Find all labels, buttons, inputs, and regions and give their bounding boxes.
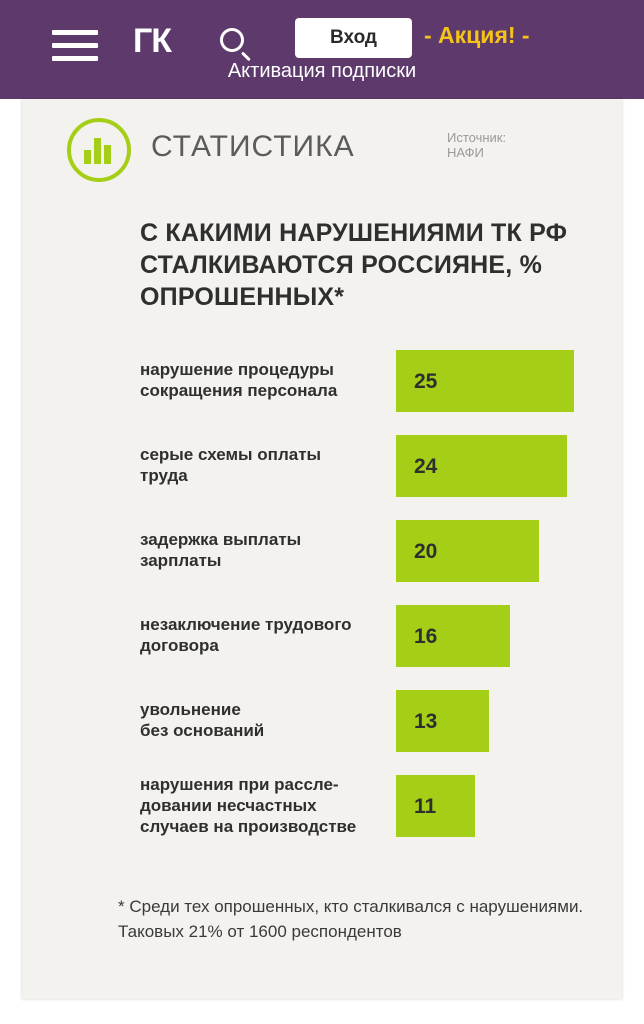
card-header — [67, 118, 587, 188]
bar-chart-icon-bar — [84, 150, 91, 164]
chart-rows — [22, 344, 622, 854]
chart-row — [22, 514, 622, 599]
hamburger-menu-icon[interactable] — [52, 30, 98, 62]
promo-link[interactable]: - Акция! - — [424, 22, 530, 48]
search-icon-lens — [220, 28, 244, 52]
chart-bar-value: 11 — [414, 795, 437, 818]
chart-row-label — [140, 359, 402, 401]
top-header-bar — [0, 0, 644, 99]
chart-row — [22, 769, 622, 854]
chart-bar-value: 24 — [414, 455, 438, 478]
chart-row-label-line: серые схемы оплаты — [140, 445, 322, 464]
bar-chart-icon-bar — [94, 138, 101, 164]
chart-bar — [396, 435, 567, 497]
chart-row-label — [140, 529, 402, 571]
chart-row-label-line: нарушения при рассле- — [140, 775, 339, 794]
chart-row — [22, 599, 622, 684]
chart-row-label — [140, 614, 402, 656]
login-button[interactable]: Вход — [295, 18, 412, 58]
chart-row-label-line: зарплаты — [140, 551, 222, 570]
chart-bar-value: 20 — [414, 540, 438, 563]
chart-row-label-line: незаключение трудового — [140, 615, 352, 634]
chart-bar — [396, 605, 510, 667]
chart-bar — [396, 350, 574, 412]
site-logo[interactable]: ГК — [133, 22, 172, 60]
chart-row-label-line: увольнение — [140, 700, 241, 719]
subscription-activation-link[interactable]: Активация подписки — [227, 60, 417, 82]
chart-row-label-line: труда — [140, 466, 188, 485]
chart-row-label — [140, 699, 402, 741]
search-icon[interactable] — [218, 26, 256, 64]
chart-bar-value: 13 — [414, 710, 438, 733]
chart-bar — [396, 690, 489, 752]
bar-chart-icon-bars — [84, 138, 116, 164]
chart-row-label-line: договора — [140, 636, 219, 655]
chart-bar-value: 25 — [414, 370, 438, 393]
chart-bar — [396, 520, 539, 582]
section-title: СТАТИСТИКА — [151, 130, 355, 163]
source-value: НАФИ — [447, 145, 484, 160]
chart-footnote: * Среди тех опрошенных, кто сталкивался с нарушениями. Таковых 21% от 1600 респондентов — [118, 897, 584, 941]
chart-bar — [396, 775, 475, 837]
hamburger-line — [52, 30, 98, 35]
chart-title: С КАКИМИ НАРУШЕНИЯМИ ТК РФ СТАЛКИВАЮТСЯ РОССИЯНЕ, % ОПРОШЕННЫХ* — [140, 219, 568, 311]
chart-row-label-line: довании несчастных — [140, 796, 317, 815]
chart-row-label-line: без оснований — [140, 721, 265, 740]
chart-row-label-line: нарушение процедуры — [140, 360, 334, 379]
chart-row — [22, 684, 622, 769]
chart-row-label — [140, 774, 402, 837]
chart-row-label-line: сокращения персонала — [140, 381, 338, 400]
chart-row-label — [140, 444, 402, 486]
hamburger-line — [52, 43, 98, 48]
chart-row — [22, 344, 622, 429]
chart-row — [22, 429, 622, 514]
chart-bar-value: 16 — [414, 625, 438, 648]
chart-row-label-line: случаев на производстве — [140, 817, 357, 836]
source-label: Источник: — [447, 130, 507, 145]
chart-row-label-line: задержка выплаты — [140, 530, 302, 549]
bar-chart-icon-bar — [104, 145, 111, 164]
statistics-card — [22, 99, 622, 999]
bar-chart-icon — [67, 118, 131, 182]
source-credit — [447, 130, 587, 160]
